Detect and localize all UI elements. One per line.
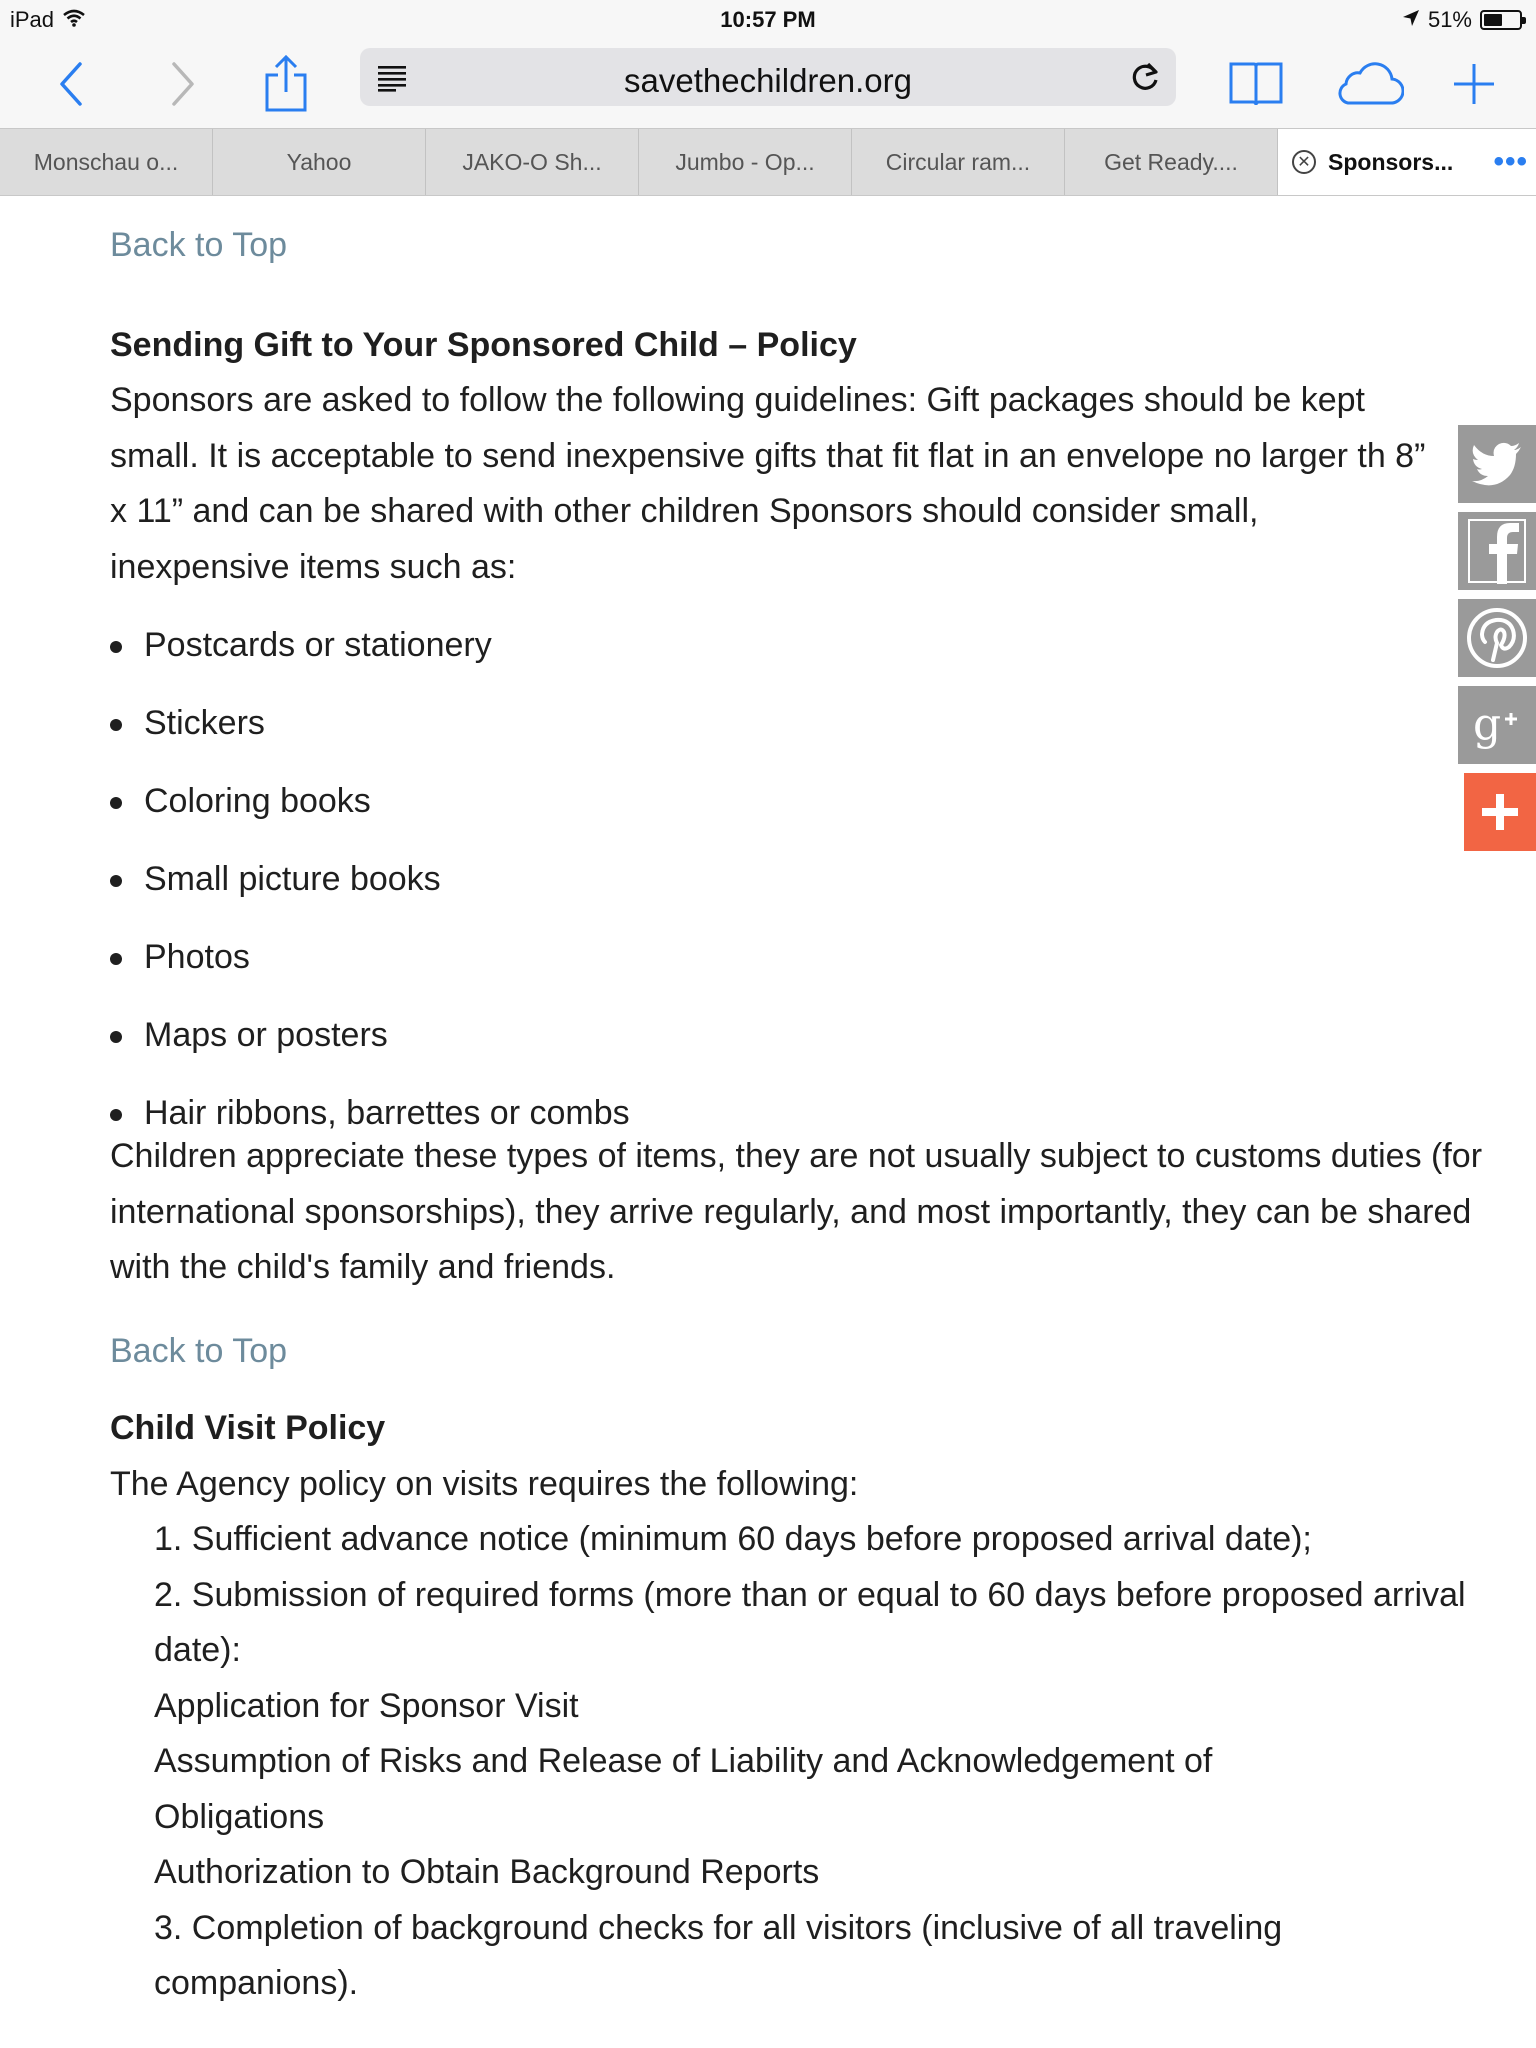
back-to-top-link[interactable]: Back to Top — [110, 1331, 288, 1370]
more-tabs-icon[interactable]: ••• — [1493, 145, 1528, 178]
gift-policy-title: Sending Gift to Your Sponsored Child – Policy — [110, 325, 857, 364]
pinterest-icon — [1466, 607, 1528, 669]
icloud-tabs-button[interactable] — [1334, 40, 1404, 128]
gift-policy-intro: Sponsors are asked to follow the following guidelines: Gift packages should be kept small. It is acceptable to send inexpensive gifts that fit flat in an envelope no larger th 8” x 11” and can be shared with other children Sponsors should consider small, inexpensive items such as: — [110, 381, 1426, 586]
list-item: Maps or posters — [110, 1008, 1490, 1064]
facebook-share-button[interactable] — [1458, 512, 1536, 590]
address-bar[interactable] — [360, 48, 1176, 106]
new-tab-button[interactable] — [1452, 40, 1496, 128]
tab-label: Sponsors... — [1328, 148, 1454, 175]
clock: 10:57 PM — [720, 7, 816, 32]
tab-label: Circular ram... — [885, 148, 1031, 175]
google-plus-icon — [1467, 695, 1527, 755]
new-tab-icon — [1452, 62, 1496, 106]
page-content — [110, 194, 1490, 2012]
tab-yahoo[interactable] — [213, 129, 426, 195]
tab-get-ready[interactable] — [1065, 129, 1278, 195]
tab-sponsors-active[interactable] — [1278, 129, 1536, 195]
bookmarks-button[interactable] — [1226, 40, 1286, 128]
tab-label: JAKO-O Sh... — [462, 148, 602, 175]
bookmarks-icon — [1228, 61, 1284, 107]
gift-policy-closing: Children appreciate these types of items, they are not usually subject to customs duties (for international sponsorships), they arrive regularly, and most importantly, they can be shared with the child's family and friends. — [110, 1137, 1483, 1286]
list-item: Photos — [110, 930, 1490, 986]
visit-policy-title: Child Visit Policy — [110, 1409, 386, 1447]
visit-step: 1. Sufficient advance notice (minimum 60 days before proposed arrival date); — [154, 1520, 1312, 1558]
forward-icon — [168, 61, 198, 107]
share-icon — [263, 55, 309, 113]
google-plus-share-button[interactable] — [1458, 686, 1536, 764]
close-tab-icon[interactable]: ✕ — [1292, 150, 1316, 174]
tab-label: Get Ready.... — [1104, 148, 1238, 175]
battery-percent: 51% — [1427, 7, 1472, 32]
list-item: Hair ribbons, barrettes or combs — [110, 1086, 1490, 1142]
tab-monschau[interactable] — [0, 129, 213, 195]
tab-jumbo[interactable] — [639, 129, 852, 195]
visit-steps-list — [110, 1512, 1490, 2012]
twitter-share-button[interactable] — [1458, 425, 1536, 503]
tab-label: Monschau o... — [33, 148, 179, 175]
back-icon — [56, 61, 86, 107]
twitter-icon — [1471, 442, 1523, 486]
icloud-tabs-icon — [1334, 62, 1404, 106]
list-item: Postcards or stationery — [110, 618, 1490, 674]
browser-toolbar — [0, 40, 1536, 128]
visit-policy-intro: The Agency policy on visits requires the following: — [110, 1464, 859, 1503]
status-bar — [0, 0, 1536, 40]
tab-jako-o[interactable] — [426, 129, 639, 195]
visit-step: 2. Submission of required forms (more than or equal to 60 days before proposed arrival date): — [154, 1575, 1466, 1669]
back-to-top-link[interactable]: Back to Top — [110, 226, 288, 264]
pinterest-share-button[interactable] — [1458, 599, 1536, 677]
tab-label: Jumbo - Op... — [675, 148, 815, 175]
list-item: Small picture books — [110, 852, 1490, 908]
required-form: Authorization to Obtain Background Reports — [154, 1853, 820, 1891]
svg-text:g: g — [1473, 699, 1502, 750]
more-share-button[interactable] — [1464, 773, 1536, 851]
reload-icon[interactable] — [1128, 60, 1162, 99]
tab-circular-ram[interactable] — [852, 129, 1065, 195]
tab-label: Yahoo — [286, 148, 352, 175]
forward-button[interactable] — [156, 40, 210, 128]
share-rail — [1458, 425, 1536, 860]
location-arrow-icon — [1402, 7, 1420, 33]
list-item: Coloring books — [110, 774, 1490, 830]
status-right — [1402, 7, 1522, 33]
tab-bar — [0, 128, 1536, 196]
battery-icon — [1480, 10, 1522, 30]
url-text: savethechildren.org — [623, 62, 912, 99]
list-item: Stickers — [110, 696, 1490, 752]
required-form: Assumption of Risks and Release of Liability and Acknowledgement of Obligations — [154, 1742, 1213, 1836]
gift-items-list — [110, 618, 1490, 1142]
device-name: iPad — [10, 7, 55, 32]
add-more-icon — [1478, 790, 1522, 834]
back-button[interactable] — [44, 40, 98, 128]
facebook-icon — [1467, 518, 1527, 584]
share-button[interactable] — [258, 40, 314, 128]
visit-step: 3. Completion of background checks for all visitors (inclusive of all traveling companions). — [154, 1908, 1283, 2002]
required-form: Application for Sponsor Visit — [154, 1686, 579, 1725]
